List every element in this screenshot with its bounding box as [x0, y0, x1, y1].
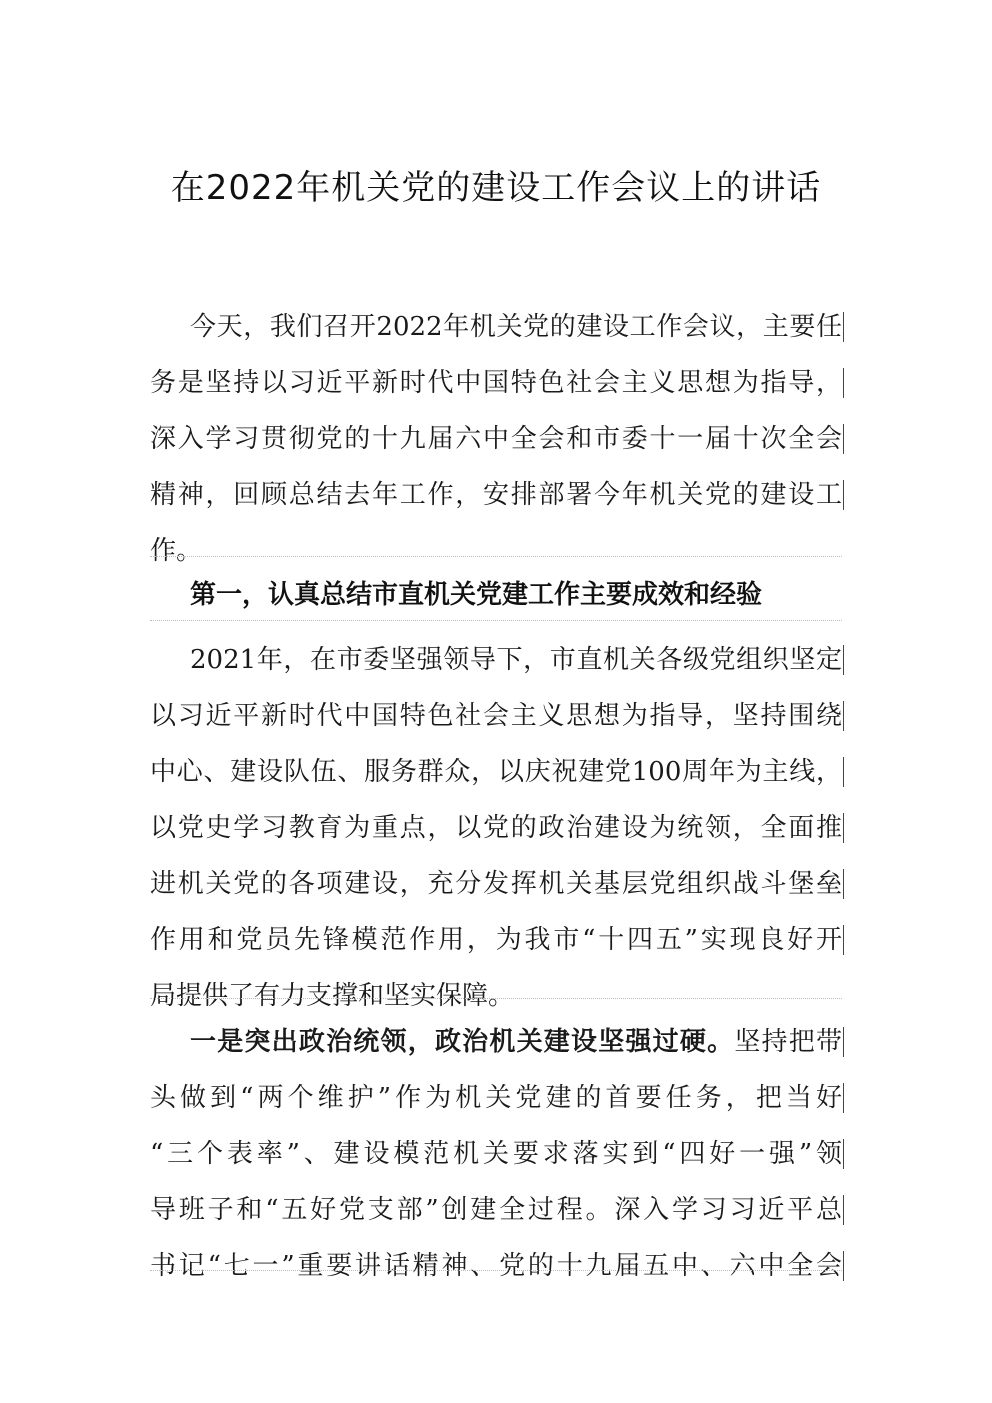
- line-edge-marker: [843, 312, 844, 342]
- line-edge-marker: [843, 813, 844, 843]
- paragraph-line: 进机关党的各项建设，充分发挥机关基层党组织战斗堡垒: [150, 869, 842, 899]
- paragraph-line: 头做到“两个维护”作为机关党建的首要任务，把当好: [150, 1083, 842, 1113]
- line-edge-marker: [843, 645, 844, 675]
- section-divider: [150, 620, 842, 621]
- paragraph-line: “三个表率”、建设模范机关要求落实到“四好一强”领: [150, 1139, 842, 1169]
- line-edge-marker: [843, 925, 844, 955]
- line-edge-marker: [843, 1195, 844, 1225]
- paragraph-line: 深入学习贯彻党的十九届六中全会和市委十一届十次全会: [150, 424, 842, 454]
- document-title: 在2022年机关党的建设工作会议上的讲话: [170, 168, 822, 208]
- paragraph-line: 书记“七一”重要讲话精神、党的十九届五中、六中全会: [150, 1251, 842, 1281]
- paragraph-line: 作。: [150, 536, 203, 566]
- paragraph-line: 作用和党员先锋模范作用，为我市“十四五”实现良好开: [150, 925, 842, 955]
- line-edge-marker: [843, 1027, 844, 1057]
- paragraph-line: 以习近平新时代中国特色社会主义思想为指导，坚持围绕: [150, 701, 842, 731]
- line-edge-marker: [843, 368, 844, 398]
- section-heading: 第一，认真总结市直机关党建工作主要成效和经验: [190, 580, 763, 610]
- line-edge-marker: [843, 424, 844, 454]
- line-edge-marker: [843, 1083, 844, 1113]
- line-edge-marker: [843, 869, 844, 899]
- line-edge-marker: [843, 757, 844, 787]
- paragraph-line: 中心、建设队伍、服务群众，以庆祝建党100周年为主线，: [150, 757, 842, 787]
- line-edge-marker: [843, 701, 844, 731]
- paragraph-line: 导班子和“五好党支部”创建全过程。深入学习习近平总: [150, 1195, 842, 1225]
- point1-paragraph: [150, 1014, 842, 1294]
- section1-paragraph: [150, 632, 842, 1024]
- line-edge-marker: [843, 1139, 844, 1169]
- page-bottom-divider: [150, 1270, 842, 1271]
- paragraph-line: 以党史学习教育为重点，以党的政治建设为统领，全面推: [150, 813, 842, 843]
- line-edge-marker: [843, 480, 844, 510]
- paragraph-line: 一是突出政治统领，政治机关建设坚强过硬。坚持把带: [150, 1014, 842, 1070]
- paragraph-line: 局提供了有力支撑和坚实保障。: [150, 981, 515, 1011]
- paragraph-line: 今天，我们召开2022年机关党的建设工作会议，主要任: [190, 312, 842, 342]
- section-divider: [150, 998, 842, 999]
- paragraph-line: 2021年，在市委坚强领导下，市直机关各级党组织坚定: [190, 645, 842, 675]
- section-divider: [150, 556, 842, 557]
- intro-paragraph: [150, 299, 842, 579]
- paragraph-line: 精神，回顾总结去年工作，安排部署今年机关党的建设工: [150, 480, 842, 510]
- line-edge-marker: [843, 1251, 844, 1281]
- paragraph-line: 务是坚持以习近平新时代中国特色社会主义思想为指导，: [150, 368, 842, 398]
- point-lead: 一是突出政治统领，政治机关建设坚强过硬。: [190, 1027, 735, 1057]
